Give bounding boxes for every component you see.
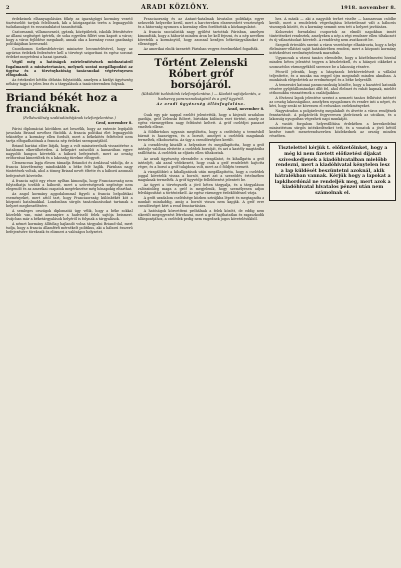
paragraph: Clemenceau lapja élesen támadja Briandot és árulással vádolja, de a francia közvélemény mindinkább a béke felé hajlik. Párisban nagy tüntetések voltak, ahol a tömeg Briand nevét éltette és a háború azonnali befejezését követelte.	[6, 161, 133, 178]
paragraph: Ugyancsak a városi tanács elrendelte, hogy a közélelmezési hivatal minden héten jelentést tegyen a készletekről, és a hiányzó cikkeket a szomszédos vármegyékből szerezze be a lakosság részére.	[269, 56, 397, 69]
paragraph: Nagyváradon a polgárőrség megalakult és átvette a város rendjének fenntartását. A polgárőrök fegyveresen járőröznek az utcákon, és a lakosság nyugodtan végezheti napi munkáját.	[269, 108, 397, 122]
paragraph: Szegedi értesülés szerint a város vezetősége elhatározta, hogy a helyi élelmiszer-ellátást saját hatáskörében rendezi, mert a központi kormány intézkedései eredménytelenek maradtak.	[269, 43, 397, 56]
columns	[6, 17, 396, 568]
paragraph: A vizsgálóbíró a kihallgatások után megállapította, hogy a cselédek joggal követelik vissza a borsót, mert azt a szerződés értelmében maguknak termelték. A gróf ügyvédje fellebbezést jelentett be.	[137, 169, 265, 182]
issue-date: 1918. november 8.	[340, 5, 396, 11]
bold-paragraph: Végül még a hatóságok zsírtelenítésének módozatairól fogalmazott a minisztertanács, melynek soráni megállapodást az ügyész és a törvényhatóság tanácsnokai végérvényesen elfogadnak.	[6, 60, 133, 77]
paragraph: Az ügyet a törvényszék a jövő héten tárgyalja, és a tárgyaláson valószínűleg maga a gróf is megjelenik, hogy személyesen adjon felvilágosítást a történtekről. Az egész vármegye érdeklődéssel várja.	[137, 182, 265, 195]
paragraph: Csonthomm Székesfehérvári miniszter becsmérlésével, hogy az agrárius érdekek fedezésére kell a törvényt szigorítani és egész sorozat érdeket megvédeni a hazai iparnak.	[6, 47, 133, 60]
paragraph: Briand barátai előre látják, hogy a volt miniszterelnök visszatérése a hatalomra elkerülhetetlen. A békepárt szószólói a kamarában egyre nagyobb hangon követelik a háború befejezését, mert az ország erőforrásai kimerültek és a lakosság türelme elfogyott.	[6, 144, 133, 161]
divider	[6, 89, 133, 90]
paragraph: Csatornamű, villamosvasút, gyárak, középületek, iskolák létesítésére az állami segítséget ígérték, de soha egyetlen fillért sem kapott a város; hogy a város fejlődése megakadt, annak oka a kormány rossz gazdasági politikájában keresendő.	[6, 30, 133, 47]
paragraph: A semleges országok diplomatái úgy vélik, hogy a béke sokkal közelebb van, mint amennyire a hadviselő felek sajtója beismeri. Svájcban már a béketárgyalások helyéről is folynak a tárgyalások.	[6, 208, 133, 221]
article-dateline: Genf, november 8.	[95, 120, 133, 125]
article-headline: Tőrtént Zelenski Róbert gróf borsójáról.	[154, 58, 248, 92]
article-subheadline: (Felkészültség szaktudósítójának telefonjelentése.)	[22, 115, 116, 120]
article-subheadline: (Kiküldött tudósítónk telefonjelentése.) — Kiadott sajtójelentés, a hadsereg parancsnokságáról és a gróf ügyéről.	[141, 92, 261, 101]
divider	[138, 54, 265, 55]
paragraph: Csak egy pár nappal ezelőtt jelentettük, hogy a kisjenői uradalom gazdája, gróf Zelenski Róbert, birtokán különös eset történt, amely az egész vármegyében nagy feltűnést keltett. A gróf cselédjei panaszt emeltek ellene.	[137, 113, 265, 130]
paragraph: A francia sajtó egy része nyíltan kimondja, hogy Franciaország nem folytathatja tovább a háborút, mert a szövetségesek segítsége nem elegendő és az amerikai csapatok megérkezése még hónapokig eltarthat.	[6, 178, 133, 191]
subscription-notice-box: Tisztelettel kérjük t. előfizetőinket, hogy a még ki nem fizetett előfizetési díjakat szíveskedjenek a kiadóhivatalban mielőbb rendezni, mert a kiadóhivatal kénytelen lesz a lap küldését beszüntetni azoknál, akik hátralékban vannak. Kérjük hogy a lapokat a lapkihordónál ne rendeljék meg, mert azok a kiadóhivatal hivatalos pénzei után nem számolnak el.	[269, 142, 396, 200]
column-2	[138, 17, 265, 568]
article-headline: Briand békét hoz a franciáknak.	[6, 91, 118, 115]
page-number: 2	[6, 5, 10, 11]
masthead	[6, 4, 396, 14]
paragraph: A hatóságok közvetíteni próbálnak a felek között, de eddig nem sikerült megegyezést létrehozni, mert a gróf hajthatatlan és ragaszkodik álláspontjához, a cselédek pedig nem engednek jogos követelésükből.	[137, 209, 265, 222]
paragraph: hez. A másik — aki a nagyobb terhet viselte — hamarosan csődbe került, mert a rendeletek végrehajtása lehetetlenné vált a háborús viszonyok között, és a kormány semmit sem tett a helyzet javítására.	[269, 17, 397, 30]
paragraph: Az amerikai elnök üzenetét Párisban vegyes érzelmekkel fogadták.	[143, 47, 259, 52]
column-1	[6, 17, 133, 568]
article-subtitle: Az aradi ügyészség állásfoglalása.	[156, 101, 246, 106]
newspaper-title: ARADI KÖZLÖNY.	[141, 4, 210, 11]
paragraph: érdekeinek elhanyagolására főkép az igazságügyi kormány vezető tisztviselőit tartjuk felelősnek, kik a közigazgatás terén a legnagyobb tudatlanságot és rosszindulatot tanusították.	[6, 17, 133, 30]
paragraph: A csendőrség kiszállt a helyszínre és megállapította, hogy a gróf intézője valóban elvitette a cselédek borsóját, és azt a kastély magtárába szállíttatta. A cselédek az eljárás ellen tiltakoztak.	[137, 143, 265, 156]
paragraph: Kolozsvári forradalmi csoportok az elmúlt napokban ismét tüntetéseket rendeztek, amelyeken a nép a régi rendszer ellen tiltakozott és új választásokat követelt. A rendőrség nem avatkozott be.	[269, 30, 397, 43]
column-3	[269, 17, 396, 568]
paragraph: A temesvári katonai parancsnokság közölte, hogy a hazatérő katonák részére gyűjtőállomásokat állít fel, ahol élelmet és ruhát kapnak, mielőtt otthonukba visszatérnek a családjaikhoz.	[269, 82, 397, 95]
paragraph: Pécsről jelentik, hogy a bányászok bérköveteléseit a vállalat teljesítette, és a munka ma reggel újra megindult minden aknában. A munkások elégedettek az eredménnyel és a béke helyreállt.	[269, 69, 397, 82]
article-dateline: Arad, november 8.	[227, 106, 265, 111]
paragraph: A grófi uradalom cselédsége közben sztrájkba lépett és megtagadta a munkát mindaddig, amíg a borsót vissza nem kapják. A gróf erre csendőrséget kért a rend fenntartására.	[137, 195, 265, 209]
paragraph: Franciaország és az Antant-hatalmak hivatalos politikája egyre nehezebb helyzetbe kerül, mert a harctereken elszenvedett veszteségek és a hátország nyomora a kormány ellen fordították a közhangulatot.	[137, 17, 265, 30]
paragraph: A német kormány állítólag hajlandó volna tárgyalni Briand-dal, mert tudja, hogy a francia államférfi mérsékelt politikus, aki a háború ésszerű befejezésére törekszik és elismeri a valóságos helyzetet.	[6, 222, 133, 235]
paragraph: Az angol kormány aggodalommal figyeli a francia belpolitikai eseményeket, mert attól tart, hogy Franciaország különbékét köt a központi hatalmakkal. Londonban sürgős tanácskozásokat tartanak a helyzet megbeszélésére.	[6, 191, 133, 208]
paragraph: Az aradi ügyészség elrendelte a vizsgálatot, és kihallgatta a gróf intézőjét, aki azzal védekezett, hogy csak a gróf rendeletét hajtotta végre, és a borsó a gróf tulajdona volt, mert az ő földjén termett.	[137, 156, 265, 169]
paragraph: A vasúti forgalom helyreállítása érdekében a kereskedelmi minisztérium sürgős intézkedéseket tett, és a vonatok a jövő héttől kezdve ismét menetrendszerűen közlekednek az ország minden részében.	[269, 122, 397, 139]
paragraph: Az értekezlet hétfőn délután folytatódik, amelyen a királyi ügyészség néhány tagja is jelen lesz és a tárgyalások a tanácsteremben folynak.	[6, 77, 133, 86]
paragraph: A francia szocialisták nagy gyűlést tartottak Párisban, amelyen kimondták, hogy a háborút minden áron be kell fejezni, és a nép nevében követelik a kormánytól, hogy azonnal kezdjen béketárgyalásokat az ellenséggel.	[137, 30, 265, 47]
paragraph: A fővárosi lapok jelentése szerint a nemzeti tanács felhívást intézett az ország lakosságához, amelyben nyugalomra és rendre inti a népet, és kéri, hogy senki se kövessen el erőszakos cselekményeket.	[269, 95, 397, 108]
paragraph: Párisi diplomáciai körökben azt beszélik, hogy az entente legújabb javaslata Briand nevéhez fűződik. A francia politikai élet legnagyobb tekintélye a kormány ellen fordult, mert a békekötés feltételeit nem tartja elfogadhatónak a francia nép érdekei szempontjából.	[6, 127, 133, 144]
paragraph: A földbirtokos ugyanis megtiltotta, hogy a cselédség a termésből bármit is hazavigyen, és a borsót, amelyet a cselédek maguknak termeltek, elkoboztatta. Az ügy a csendőrséghez került.	[137, 130, 265, 143]
